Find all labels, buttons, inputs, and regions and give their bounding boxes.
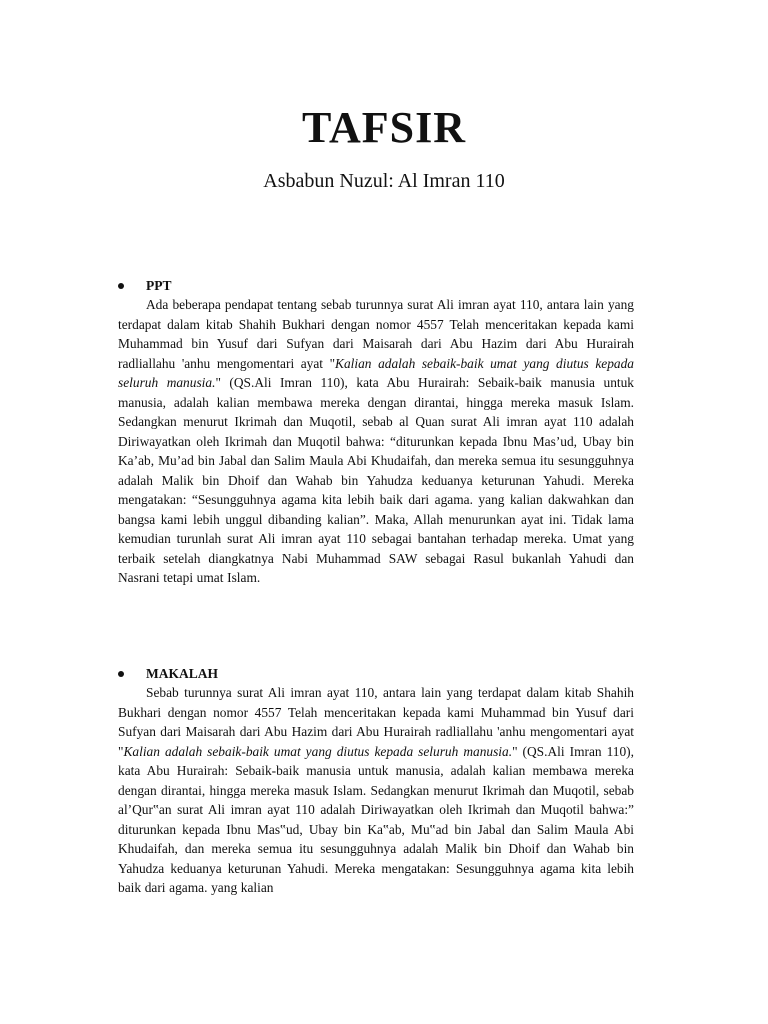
section-heading-ppt: [118, 276, 634, 295]
quoted-verse: Kalian adalah sebaik-baik umat yang diutus kepada seluruh manusia.: [123, 743, 513, 759]
section-paragraph: [118, 683, 634, 898]
bullet-icon: [118, 671, 124, 677]
paragraph-text: Sebab turunnya surat Ali imran ayat 110, antara lain yang terdapat dalam kitab Shahih Bukhari dengan nomor 4557 Telah menceritakan kepada kami Muhammad bin Yusuf dari Sufyan dari Maisarah dari Abu Hazim dari Abu Hurairah radliallahu 'anhu mengomentari ayat ": [118, 685, 634, 759]
section-paragraph: [118, 295, 634, 588]
paragraph-text: " (QS.Ali Imran 110), kata Abu Hurairah: Sebaik-baik manusia untuk manusia, adalah kalian membawa mereka dengan dirantai, hingga mereka masuk Islam. Sedangkan menurut Ikrimah dan Muqotil, sebab al’Qur‟an surat Ali imran ayat 110 adalah Diriwayatkan oleh Ikrimah dan Muqotil bahwa:” diturunkan kepada Ibnu Mas‟ud, Ubay bin Ka‟ab, Mu‟ad bin Jabal dan Salim Maula Abi Khudaifah, dan mereka semua itu sesungguhnya adalah Malik bin Dhoif dan Wahab bin Yahudza keduanya keturunan Yahudi. Mereka mengatakan: Sesungguhnya agama kita lebih baik dari agama. yang kalian: [118, 743, 634, 895]
section-heading-label: PPT: [146, 277, 172, 293]
document-title: TAFSIR: [301, 103, 467, 152]
section-ppt: [118, 276, 634, 588]
bullet-icon: [118, 283, 124, 289]
section-heading-label: MAKALAH: [146, 665, 218, 681]
quoted-verse: Kalian adalah sebaik-baik umat yang diutus kepada seluruh manusia.: [118, 355, 634, 390]
paragraph-text: Ada beberapa pendapat tentang sebab turunnya surat Ali imran ayat 110, antara lain yang terdapat dalam kitab Shahih Bukhari dengan nomor 4557 Telah menceritakan kepada kami Muhammad bin Yusuf dari Sufyan dari Maisarah dari Abu Hazim dari Abu Hurairah radliallahu 'anhu mengomentari ayat ": [118, 297, 634, 371]
document-subtitle: Asbabun Nuzul: Al Imran 110: [263, 170, 505, 192]
section-makalah: [118, 664, 634, 898]
paragraph-text: " (QS.Ali Imran 110), kata Abu Hurairah: Sebaik-baik manusia untuk manusia, adalah kalian membawa mereka dengan dirantai, hingga mereka masuk Islam. Sedangkan menurut Ikrimah dan Muqotil, sebab al Quan surat Ali imran ayat 110 adalah Diriwayatkan oleh Ikrimah dan Muqotil bahwa: “diturunkan kepada Ibnu Mas’ud, Ubay bin Ka’ab, Mu’ad bin Jabal dan Salim Maula Abi Khudaifah, dan mereka semua itu sesungguhnya adalah Malik bin Dhoif dan Wahab bin Yahudza keduanya keturunan Yahudi. Mereka mengatakan: “Sesungguhnya agama kita lebih baik dari agama. yang kalian dakwahkan dan bangsa kami lebih unggul dibanding kalian”. Maka, Allah menurunkan ayat ini. Tidak lama kemudian turunlah surat Ali imran ayat 110 sebagai bantahan terhadap mereka. Umat yang terbaik setelah diangkatnya Nabi Muhammad SAW sebagai Rasul bukanlah Yahudi dan Nasrani tetapi umat Islam.: [118, 375, 634, 585]
section-heading-makalah: [118, 664, 634, 683]
